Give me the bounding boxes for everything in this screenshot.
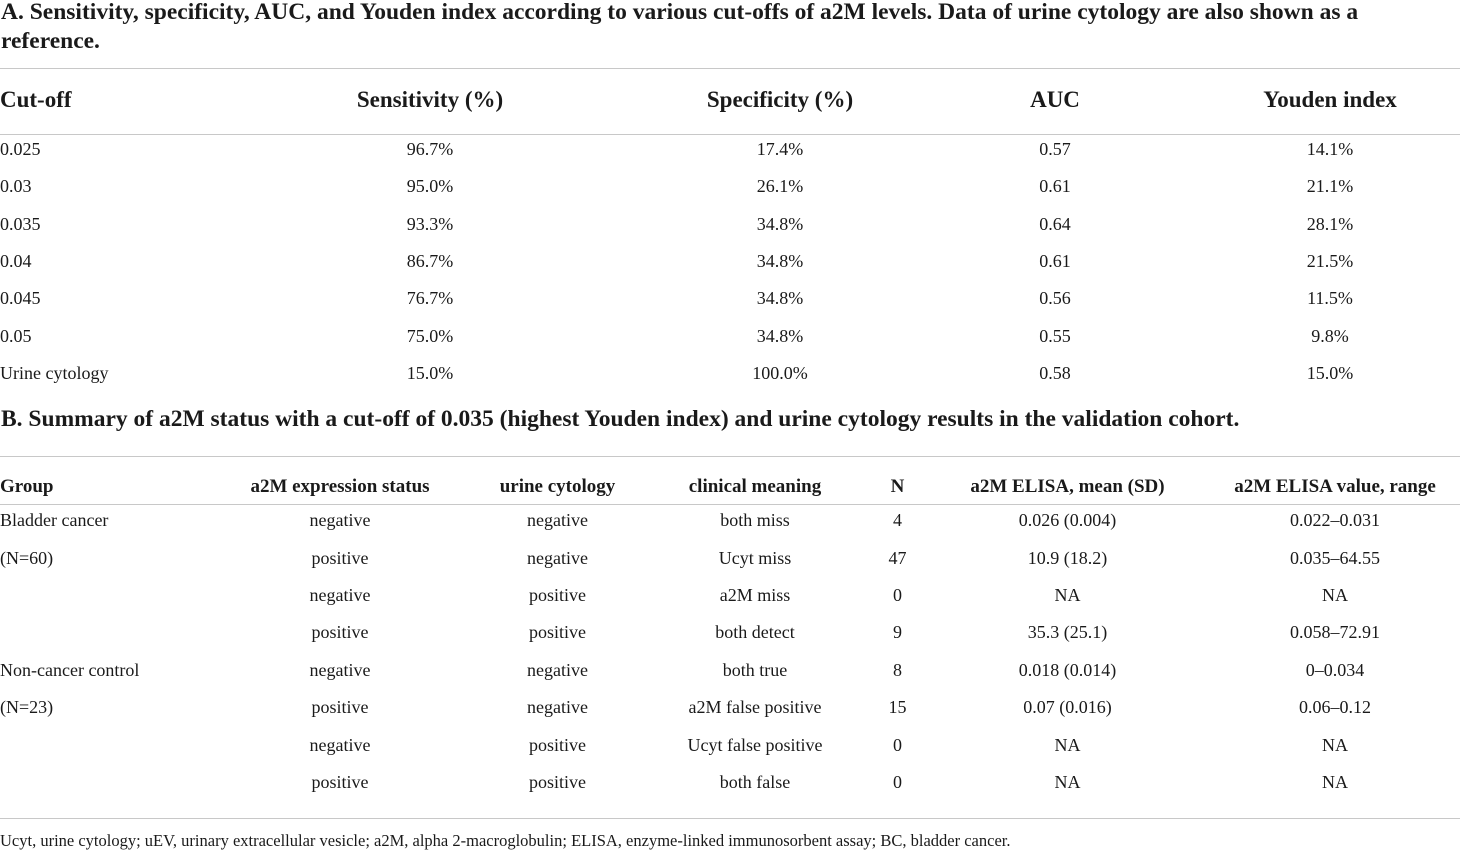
cell-a2m-status: negative [309, 659, 371, 680]
cell-urine-cytology: negative [527, 510, 588, 531]
cell-sensitivity: 15.0% [406, 362, 454, 383]
table-row [0, 614, 1460, 651]
column-header-specificity: Specificity (%) [706, 87, 854, 112]
cell-n: 8 [893, 659, 902, 680]
cell-n: 9 [893, 622, 902, 643]
cell-clinical-meaning: both true [722, 659, 788, 680]
cell-urine-cytology: positive [529, 584, 586, 605]
cell-elisa-mean: 0.07 (0.016) [1023, 697, 1112, 718]
table-row [0, 652, 1460, 689]
cell-sensitivity: 96.7% [406, 139, 454, 160]
cell-elisa-range: 0.035–64.55 [1290, 547, 1380, 568]
column-header-clinical-meaning: clinical meaning [688, 476, 822, 497]
cell-elisa-range: NA [1322, 734, 1348, 755]
cell-cutoff: 0.03 [0, 176, 32, 197]
cell-clinical-meaning: Ucyt miss [718, 547, 792, 568]
cell-elisa-range: NA [1322, 771, 1348, 792]
column-header-youden: Youden index [1263, 87, 1397, 112]
table-b-header-row [0, 472, 1460, 502]
cell-specificity: 34.8% [756, 251, 804, 272]
column-header-sensitivity: Sensitivity (%) [356, 87, 504, 112]
cell-urine-cytology: negative [527, 547, 588, 568]
table-row [0, 502, 1460, 539]
cell-elisa-mean: 0.026 (0.004) [1018, 510, 1117, 531]
cell-urine-cytology: negative [527, 697, 588, 718]
cell-elisa-range: 0–0.034 [1305, 659, 1365, 680]
cell-sensitivity: 75.0% [406, 325, 454, 346]
cell-group [0, 726, 205, 763]
table-row [0, 280, 1460, 317]
cell-elisa-range: 0.058–72.91 [1290, 622, 1380, 643]
cell-a2m-status: positive [311, 771, 369, 792]
cell-auc: 0.61 [1039, 176, 1071, 197]
cell-auc: 0.58 [1039, 362, 1071, 383]
table-row [0, 577, 1460, 614]
cell-auc: 0.61 [1039, 251, 1071, 272]
cell-group [0, 764, 205, 801]
cell-sensitivity: 95.0% [406, 176, 454, 197]
cell-n: 0 [893, 584, 902, 605]
cell-auc: 0.55 [1039, 325, 1071, 346]
cell-urine-cytology: negative [527, 659, 588, 680]
table-row [0, 355, 1460, 392]
column-header-a2m-status: a2M expression status [250, 476, 430, 497]
cell-a2m-status: negative [309, 510, 371, 531]
cell-specificity: 100.0% [752, 362, 808, 383]
table-row [0, 689, 1460, 726]
table-b [0, 472, 1460, 801]
cell-urine-cytology: positive [529, 734, 586, 755]
cell-cutoff: 0.035 [0, 213, 41, 234]
column-header-auc: AUC [1030, 87, 1080, 112]
cell-sensitivity: 86.7% [406, 251, 454, 272]
table-row [0, 539, 1460, 576]
cell-elisa-mean: 0.018 (0.014) [1018, 659, 1117, 680]
cell-n: 0 [893, 734, 902, 755]
cell-specificity: 34.8% [756, 213, 804, 234]
cell-elisa-range: 0.022–0.031 [1290, 510, 1380, 531]
cell-youden: 21.1% [1306, 176, 1354, 197]
cell-sensitivity: 93.3% [406, 213, 454, 234]
cell-elisa-mean: 35.3 (25.1) [1027, 622, 1108, 643]
cell-urine-cytology: positive [529, 622, 586, 643]
table-bottom-rule [0, 818, 1460, 819]
table-row [0, 726, 1460, 763]
table-row [0, 168, 1460, 205]
column-header-elisa-range: a2M ELISA value, range [1234, 476, 1436, 497]
cell-clinical-meaning: both miss [720, 510, 790, 531]
cell-group: Bladder cancer [0, 510, 109, 531]
cell-cutoff: 0.025 [0, 139, 41, 160]
cell-n: 0 [893, 771, 902, 792]
cell-urine-cytology: positive [529, 771, 586, 792]
cell-specificity: 17.4% [756, 139, 804, 160]
cell-group: (N=60) [0, 547, 54, 568]
cell-group [0, 614, 205, 651]
cell-elisa-range: 0.06–0.12 [1299, 697, 1371, 718]
table-row [0, 206, 1460, 243]
cell-cutoff: Urine cytology [0, 362, 109, 383]
cell-group: Non-cancer control [0, 659, 140, 680]
table-footnote: Ucyt, urine cytology; uEV, urinary extracellular vesicle; a2M, alpha 2-macroglobulin; ELISA, enzyme-linked immunosorbent assay; BC, bladder cancer. [0, 831, 1011, 850]
cell-a2m-status: positive [311, 622, 369, 643]
cell-elisa-mean: 10.9 (18.2) [1027, 547, 1108, 568]
table-row [0, 120, 1460, 168]
cell-a2m-status: negative [309, 734, 371, 755]
table-row [0, 243, 1460, 280]
cell-a2m-status: negative [309, 584, 371, 605]
cell-youden: 28.1% [1306, 213, 1354, 234]
cell-clinical-meaning: both detect [715, 622, 795, 643]
cell-a2m-status: positive [311, 547, 369, 568]
column-header-n: N [890, 476, 905, 497]
column-header-elisa-mean: a2M ELISA, mean (SD) [970, 476, 1165, 497]
cell-elisa-mean: NA [1054, 771, 1081, 792]
table-b-top-rule [0, 456, 1460, 457]
cell-n: 15 [888, 697, 907, 718]
cell-specificity: 34.8% [756, 325, 804, 346]
cell-n: 47 [888, 547, 907, 568]
table-a-header-row [0, 80, 1460, 120]
cell-auc: 0.64 [1039, 213, 1071, 234]
table-a-caption: A. Sensitivity, specificity, AUC, and Youden index according to various cut-offs of a2M levels. Data of urine cytology are also shown as a reference. [1, 0, 1359, 54]
cell-youden: 15.0% [1306, 362, 1354, 383]
cell-clinical-meaning: both false [719, 771, 791, 792]
cell-youden: 9.8% [1311, 325, 1349, 346]
cell-specificity: 34.8% [756, 288, 804, 309]
cell-elisa-mean: NA [1054, 584, 1081, 605]
cell-cutoff: 0.045 [0, 288, 41, 309]
cell-clinical-meaning: Ucyt false positive [687, 734, 823, 755]
cell-youden: 11.5% [1307, 288, 1353, 309]
cell-specificity: 26.1% [756, 176, 804, 197]
cell-clinical-meaning: a2M false positive [688, 697, 822, 718]
cell-n: 4 [893, 510, 902, 531]
cell-sensitivity: 76.7% [406, 288, 454, 309]
cell-youden: 14.1% [1306, 139, 1354, 160]
column-header-group: Group [0, 476, 54, 497]
cell-a2m-status: positive [311, 697, 369, 718]
cell-auc: 0.56 [1039, 288, 1071, 309]
table-a-top-rule [0, 68, 1460, 69]
table-b-caption: B. Summary of a2M status with a cut-off of 0.035 (highest Youden index) and urine cytology results in the validation cohort. [1, 406, 1240, 432]
table-row [0, 764, 1460, 801]
cell-cutoff: 0.04 [0, 251, 32, 272]
cell-clinical-meaning: a2M miss [719, 584, 791, 605]
cell-elisa-mean: NA [1054, 734, 1081, 755]
cell-youden: 21.5% [1306, 251, 1354, 272]
cell-group [0, 577, 205, 614]
cell-elisa-range: NA [1322, 584, 1348, 605]
cell-cutoff: 0.05 [0, 325, 32, 346]
cell-group: (N=23) [0, 697, 54, 718]
column-header-urine-cytology: urine cytology [499, 476, 616, 497]
table-a [0, 80, 1460, 392]
table-row [0, 317, 1460, 354]
cell-auc: 0.57 [1039, 139, 1071, 160]
column-header-cutoff: Cut-off [0, 87, 72, 112]
